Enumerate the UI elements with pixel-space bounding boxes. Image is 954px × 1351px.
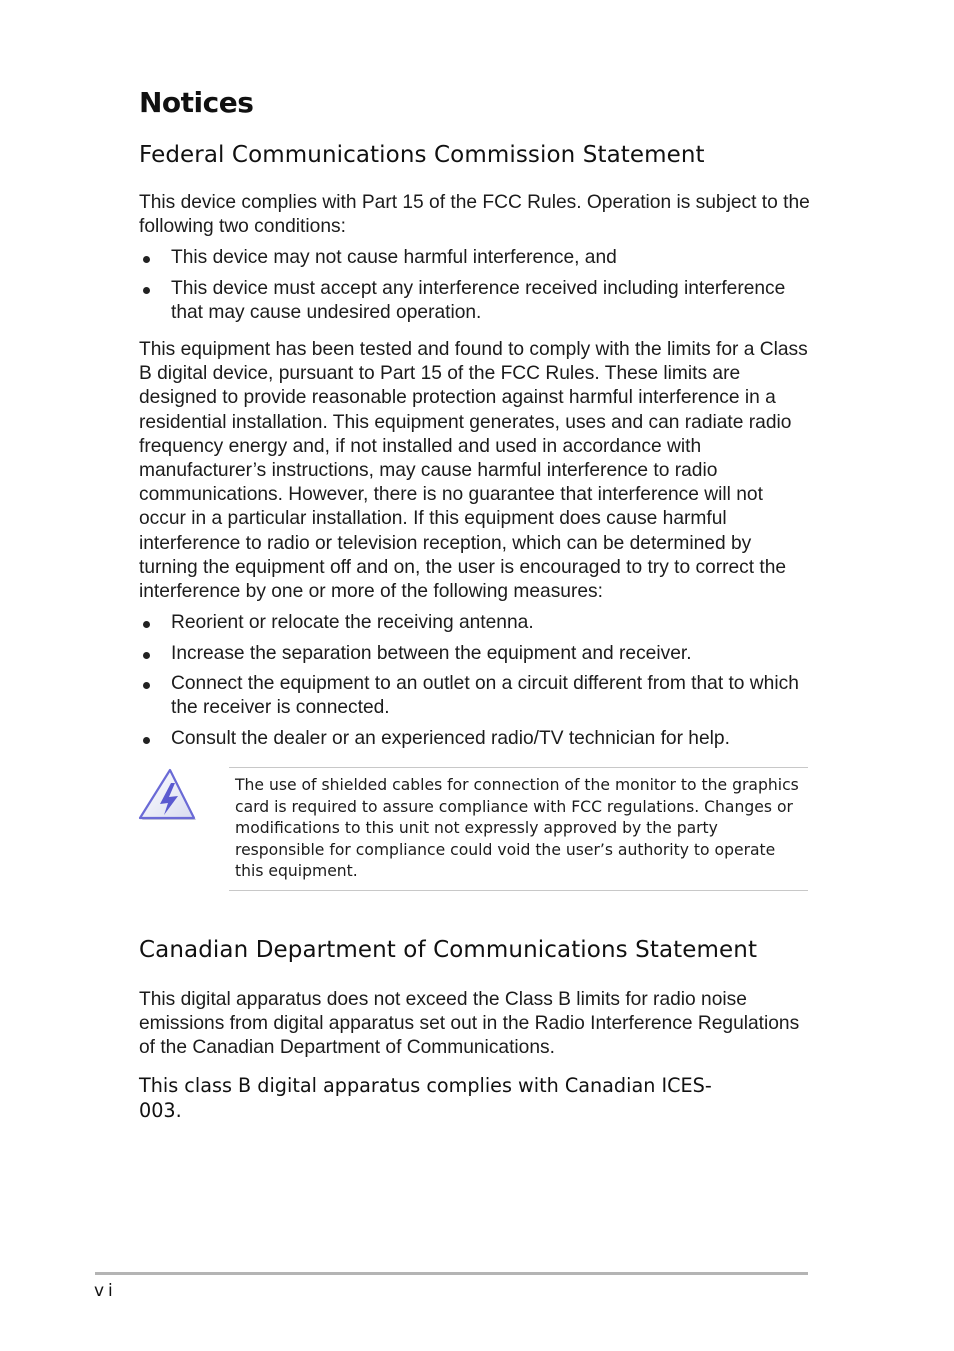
note-text: The use of shielded cables for connection of the monitor to the graphics card is required to assure compliance with FCC regulations. Changes or modifications to this unit not expressly approved by the party responsible for compliance could void the user’s authority to operate this equipment. <box>235 776 799 880</box>
bullet-icon <box>143 256 150 263</box>
warning-lightning-icon <box>138 768 198 824</box>
list-item-text: This device may not cause harmful interference, and <box>171 247 617 268</box>
list-item <box>139 642 811 666</box>
footer-divider <box>95 1272 808 1275</box>
list-item <box>139 727 811 751</box>
bullet-icon <box>143 737 150 744</box>
measure-4 <box>139 727 811 751</box>
bullet-icon <box>143 287 150 294</box>
measure-1 <box>139 611 811 635</box>
measure-3 <box>139 672 811 720</box>
list-item-text: Reorient or relocate the receiving antenna. <box>171 612 534 633</box>
fcc-body-text: This equipment has been tested and found to comply with the limits for a Class B digital device, pursuant to Part 15 of the FCC Rules. These limits are designed to provide reasonable protection against harmful interference in a residential installation. This equipment generates, uses and can radiate radio frequency energy and, if not installed and used in accordance with manufacturer’s instructions, may cause harmful interference to radio communications. However, there is no guarantee that interference will not occur in a particular installation. If this equipment does cause harmful interference to radio or television reception, which can be determined by turning the equipment off and on, the user is encouraged to try to correct the interference by one or more of the following measures: <box>139 339 808 603</box>
fcc-condition-2 <box>139 277 811 325</box>
list-item <box>139 672 811 720</box>
note-divider-top <box>229 767 808 768</box>
fcc-body <box>139 338 811 604</box>
page-title: Notices <box>139 86 254 119</box>
bullet-icon <box>143 621 150 628</box>
list-item <box>139 611 811 635</box>
list-item-text: Connect the equipment to an outlet on a circuit different from that to which the receiver is connected. <box>171 673 799 719</box>
canadian-compliance: This class B digital apparatus complies with Canadian ICES-003. <box>139 1074 712 1122</box>
fcc-intro <box>139 191 811 239</box>
canadian-body <box>139 988 811 1061</box>
canadian-body-text: This digital apparatus does not exceed the Class B limits for radio noise emissions from digital apparatus set out in the Radio Interference Regulations of the Canadian Department of Communications. <box>139 989 800 1059</box>
list-item-text: Increase the separation between the equipment and receiver. <box>171 643 692 664</box>
bullet-icon <box>143 682 150 689</box>
list-item <box>139 277 811 325</box>
list-item-text: Consult the dealer or an experienced radio/TV technician for help. <box>171 728 730 749</box>
measure-2 <box>139 642 811 666</box>
note-divider-bottom <box>229 890 808 891</box>
page-number: vi <box>94 1281 117 1301</box>
list-item <box>139 246 811 270</box>
bullet-icon <box>143 652 150 659</box>
fcc-intro-text: This device complies with Part 15 of the FCC Rules. Operation is subject to the following two conditions: <box>139 192 810 238</box>
canadian-heading: Canadian Department of Communications Statement <box>139 937 758 963</box>
fcc-heading: Federal Communications Commission Statement <box>139 142 705 168</box>
list-item-text: This device must accept any interference received including interference that may cause undesired operation. <box>171 278 786 324</box>
fcc-condition-1 <box>139 246 811 270</box>
